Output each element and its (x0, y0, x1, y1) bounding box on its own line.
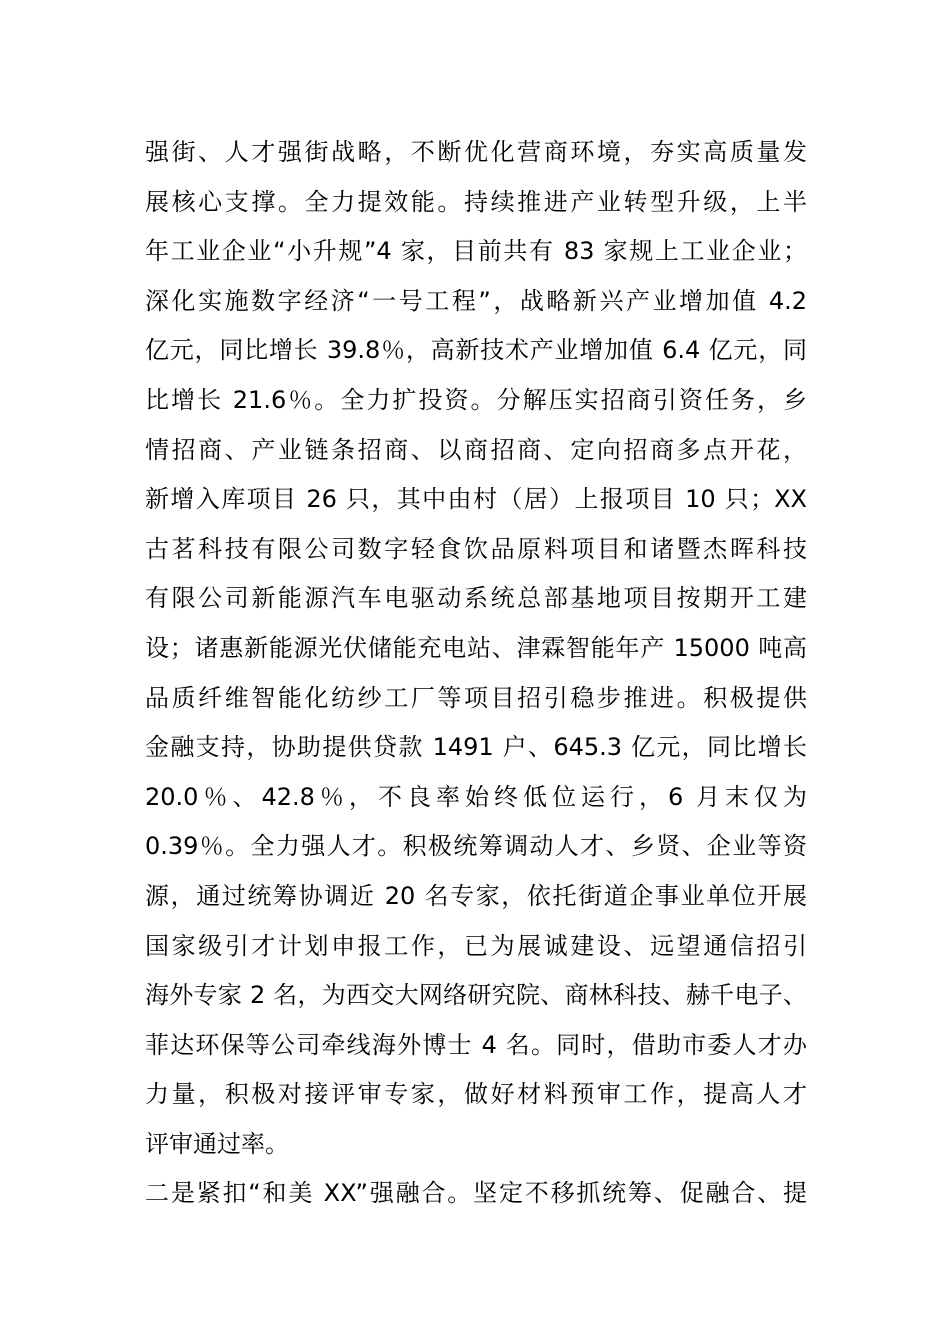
text-line: 深化实施数字经济“一号工程”，战略新兴产业增加值 4.2 (145, 286, 807, 315)
text-line: 有限公司新能源汽车电驱动系统总部基地项目按期开工建 (145, 584, 807, 613)
text-line: 古茗科技有限公司数字轻食饮品原料项目和诸暨杰晖科技 (145, 534, 807, 563)
text-line: 金融支持，协助提供贷款 1491 户、645.3 亿元，同比增长 (145, 733, 807, 762)
text-line: 强街、人才强街战略，不断优化营商环境，夯实高质量发 (145, 138, 807, 166)
body-text (145, 128, 807, 1219)
text-line: 国家级引才计划申报工作，已为展诚建设、远望通信招引 (145, 931, 807, 960)
text-line: 源，通过统筹协调近 20 名专家，依托街道企事业单位开展 (145, 881, 807, 910)
text-line: 品质纤维智能化纺纱工厂等项目招引稳步推进。积极提供 (145, 683, 807, 712)
paragraph-harmony-integration (145, 1169, 807, 1219)
text-line: 0.39％。全力强人才。积极统筹调动人才、乡贤、企业等资 (145, 832, 807, 861)
text-line: 海外专家 2 名，为西交大网络研究院、商林科技、赫千电子、 (145, 981, 807, 1010)
text-line: 情招商、产业链条招商、以商招商、定向招商多点开花， (145, 435, 807, 464)
text-line: 亿元，同比增长 39.8％，高新技术产业增加值 6.4 亿元，同 (145, 336, 807, 365)
paragraph-talent-investment (145, 128, 807, 1169)
text-line: 新增入库项目 26 只，其中由村（居）上报项目 10 只；XX (145, 485, 807, 514)
text-line: 年工业企业“小升规”4 家，目前共有 83 家规上工业企业； (145, 237, 807, 266)
text-line: 二是紧扣“和美 XX”强融合。坚定不移抓统筹、促融合、提 (145, 1179, 807, 1208)
text-line: 展核心支撑。全力提效能。持续推进产业转型升级，上半 (145, 187, 807, 216)
text-line: 力量，积极对接评审专家，做好材料预审工作，提高人才 (145, 1080, 807, 1109)
text-line: 20.0％、42.8％，不良率始终低位运行，6 月末仅为 (145, 782, 807, 811)
text-line: 评审通过率。 (145, 1129, 289, 1158)
text-line: 设；诸惠新能源光伏储能充电站、津霖智能年产 15000 吨高 (145, 633, 807, 662)
text-line: 菲达环保等公司牵线海外博士 4 名。同时，借助市委人才办 (145, 1030, 807, 1059)
text-line: 比增长 21.6％。全力扩投资。分解压实招商引资任务，乡 (145, 385, 807, 414)
